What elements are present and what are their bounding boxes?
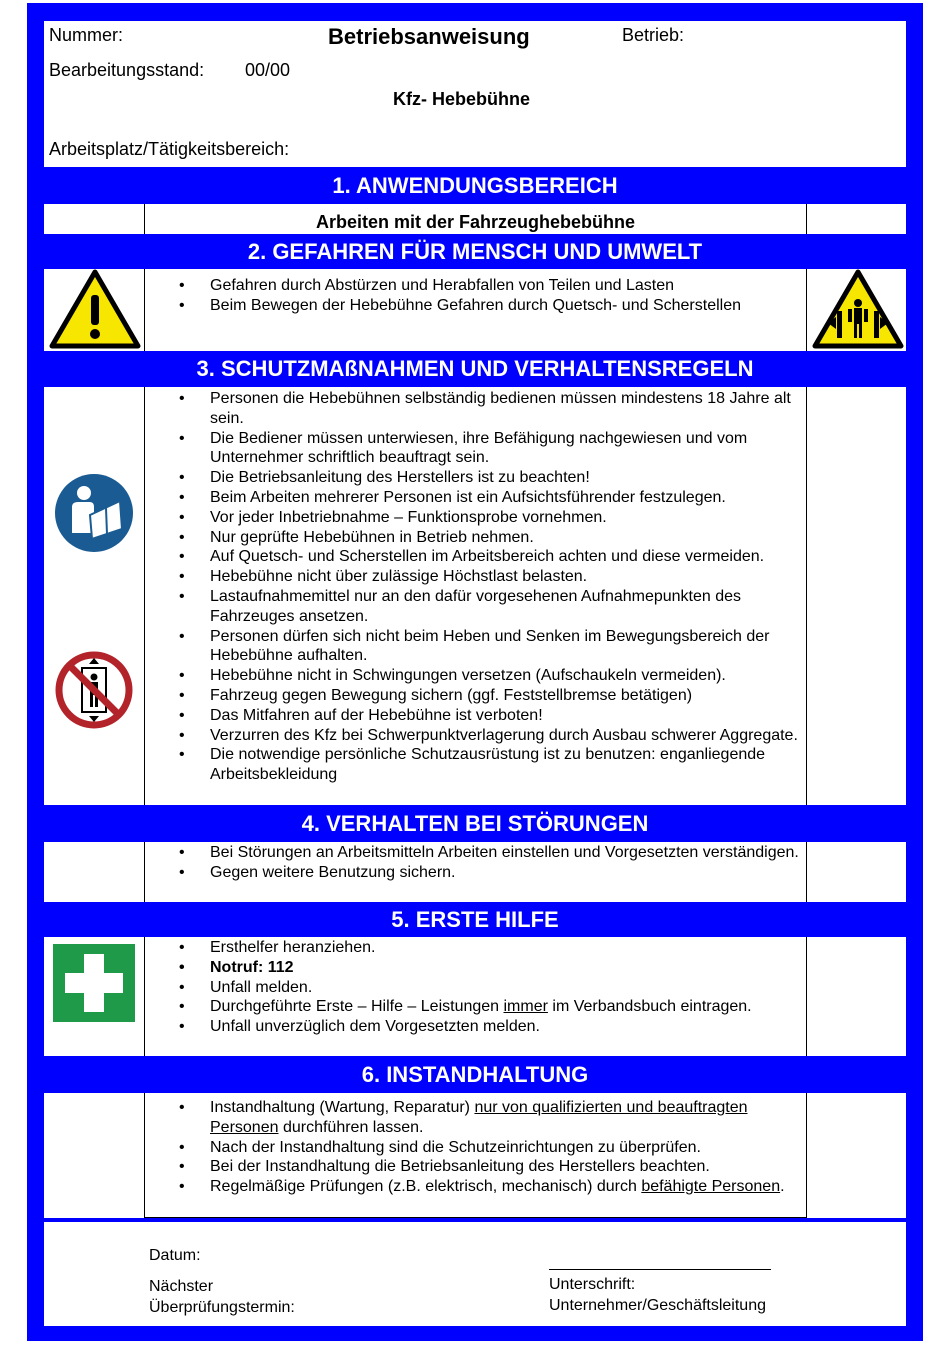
list-item: • Nach der Instandhaltung sind die Schutzeinrichtungen zu überprüfen. [145,1138,806,1158]
section-3-title: 3. SCHUTZMAßNAHMEN UND VERHALTENSREGELN [196,356,754,381]
list-item [145,1098,806,1138]
signature-line [549,1269,771,1270]
section-5-right-cell [807,937,906,1056]
list-item-text: im Verbandsbuch eintragen. [547,998,752,1016]
unterschrift-label: Unterschrift: [549,1276,636,1293]
list-item: • Gegen weitere Benutzung sichern. [145,863,806,883]
header-box [44,21,906,167]
list-item-text: durchführen lassen. [278,1118,424,1136]
list-item-text: Durchgeführte Erste – Hilfe – Leistungen [210,998,504,1016]
section-5-left-cell [44,937,144,1056]
list-item-underlined: nur von qualifizierten und beauftragten Personen [210,1099,748,1136]
nummer-label: Nummer: [49,25,124,45]
section-2-title: 2. GEFAHREN FÜR MENSCH UND UMWELT [247,239,703,264]
list-item-text: . [780,1178,785,1196]
section-4-right-cell [807,842,906,902]
naechster-pruefungstermin-label: Nächster Überprüfungstermin: [149,1278,295,1316]
section-4-title: 4. VERHALTEN BEI STÖRUNGEN [301,811,649,836]
no-riding-on-lift-icon [54,650,134,730]
read-manual-icon [54,473,134,553]
list-item: • Die notwendige persönliche Schutzausrüstung ist zu benutzen: enganliegende Arbeitsbekleidung [145,745,806,785]
betrieb-label: Betrieb: [622,25,685,45]
list-item: • Notruf: 112 [145,958,806,978]
footer-box [44,1222,906,1326]
list-item: • Das Mitfahren auf der Hebebühne ist verboten! [145,706,806,726]
section-5-title: 5. ERSTE HILFE [391,907,559,932]
section-2-content [144,269,807,351]
list-item: • Bei Störungen an Arbeitsmitteln Arbeiten einstellen und Vorgesetzten verständigen. [145,843,806,863]
section-2-left-cell [44,269,144,351]
crush-hazard-icon [812,269,904,349]
arbeitsplatz-label: Arbeitsplatz/Tätigkeitsbereich: [49,139,290,159]
warning-triangle-icon [49,269,141,349]
section-3-content [144,387,807,805]
bearbeitungsstand-value: 00/00 [245,60,291,80]
list-item: • Gefahren durch Abstürzen und Herabfallen von Teilen und Lasten [145,276,806,296]
list-item-underlined: befähigte Personen [641,1178,781,1196]
list-item: • Ersthelfer heranziehen. [145,938,806,958]
list-item: • Fahrzeug gegen Bewegung sichern (ggf. Feststellbremse betätigen) [145,686,806,706]
list-item: • Nur geprüfte Hebebühnen in Betrieb nehmen. [145,528,806,548]
list-item [145,997,806,1017]
list-item: • Hebebühne nicht in Schwingungen versetzen (Aufschaukeln vermeiden). [145,666,806,686]
section-3-right-cell [807,387,906,805]
list-item: • Vor jeder Inbetriebnahme – Funktionsprobe vornehmen. [145,508,806,528]
list-item-text: Regelmäßige Prüfungen (z.B. elektrisch, mechanisch) durch [210,1178,642,1196]
list-item-text: Instandhaltung (Wartung, Reparatur) [210,1099,475,1116]
datum-label: Datum: [149,1247,201,1264]
bearbeitungsstand-label: Bearbeitungsstand: [49,60,205,80]
document-title: Betriebsanweisung [328,24,530,49]
section-1-title: 1. ANWENDUNGSBEREICH [332,173,618,198]
list-item: • Verzurren des Kfz bei Schwerpunktverlagerung durch Ausbau schwerer Aggregate. [145,726,806,746]
unterschrift-sub-label: Unternehmer/Geschäftsleitung [549,1297,766,1314]
section-1-right-cell [807,204,906,234]
section-6-right-cell [807,1093,906,1218]
list-item: • Die Bediener müssen unterwiesen, ihre Befähigung nachgewiesen und vom Unternehmer schriftlich beauftragt sein. [145,429,806,469]
list-item: • Personen dürfen sich nicht beim Heben und Senken im Bewegungsbereich der Hebebühne aufhalten. [145,627,806,667]
section-4-left-cell [44,842,144,902]
list-item: • Unfall melden. [145,978,806,998]
first-aid-cross-icon [51,942,137,1024]
section-6-content [144,1093,807,1218]
list-item: • Beim Bewegen der Hebebühne Gefahren durch Quetsch- und Scherstellen [145,296,806,316]
list-item: • Hebebühne nicht über zulässige Höchstlast belasten. [145,567,806,587]
list-item: • Die Betriebsanleitung des Herstellers ist zu beachten! [145,468,806,488]
section-6-left-cell [44,1093,144,1218]
section-5-content [144,937,807,1056]
section-6-title: 6. INSTANDHALTUNG [361,1062,589,1087]
list-item [145,1177,806,1197]
list-item: • Personen die Hebebühnen selbständig bedienen müssen mindestens 18 Jahre alt sein. [145,389,806,429]
section-3-left-cell [44,387,144,805]
section-1-content [144,204,807,234]
list-item: • Lastaufnahmemittel nur an den dafür vorgesehenen Aufnahmepunkten des Fahrzeuges ansetzen. [145,587,806,627]
section-4-content [144,842,807,902]
list-item: • Unfall unverzüglich dem Vorgesetzten melden. [145,1017,806,1037]
list-item: • Beim Arbeiten mehrerer Personen ist ein Aufsichtsführender festzulegen. [145,488,806,508]
list-item: • Auf Quetsch- und Scherstellen im Arbeitsbereich achten und diese vermeiden. [145,547,806,567]
list-item-underlined: immer [503,998,548,1016]
section-1-left-cell [44,204,144,234]
section-1-text: Arbeiten mit der Fahrzeughebebühne [315,212,636,232]
list-item: • Bei der Instandhaltung die Betriebsanleitung des Herstellers beachten. [145,1157,806,1177]
document-subtitle: Kfz- Hebebühne [393,89,530,109]
section-2-right-cell [807,269,906,351]
